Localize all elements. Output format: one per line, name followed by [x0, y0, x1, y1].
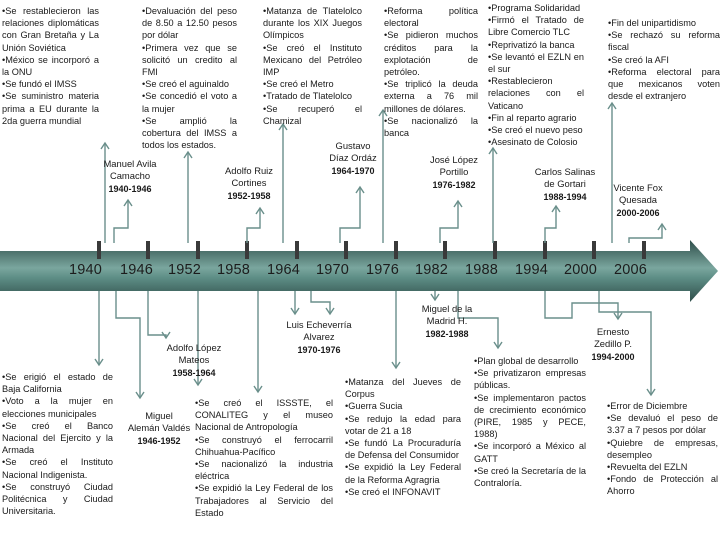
events-1994-2000: •Error de Diciembre •Se devaluó el peso de 3.37 a 7 pesos por dólar •Quiebre de empresas, desempleo •Revuelta del EZLN •Fondo de Protección al Ahorro [607, 401, 718, 497]
events-2000-2006: •Fin del unipartidismo •Se rechazó su reforma fiscal •Se creó la AFI •Reforma electoral para que mexicanos voten desde el extranjero [608, 18, 720, 102]
president-term: 1982-1988 [425, 329, 469, 339]
events-1940-1946: •Se restablecieron las relaciones diplomáticas con Gran Bretaña y La Unión Soviética •México se incorporó a la ONU •Se fundó el IMSS •Se suministro materia prima a EU durante la 2da guerra mundial [2, 6, 99, 126]
connector-line [545, 291, 618, 319]
connector-line [545, 206, 556, 243]
year-label-1988: 1988 [465, 262, 499, 278]
year-tick [146, 241, 150, 259]
president-name: Luis Echeverría Alvarez [286, 319, 352, 342]
year-label-1958: 1958 [217, 262, 251, 278]
president-term: 1994-2000 [591, 352, 635, 362]
events-1958-1964: •Se creó el ISSSTE, el CONALITEG y el museo Nacional de Antropología •Se construyó el ferrocarril Chihuahua-Pacífico •Se nacionalizó la industria eléctrica •Se expidió la Ley Federal de los Trabajadores al Servicio del Estado [195, 398, 333, 518]
president-diaz-ordaz [318, 140, 388, 178]
president-name: Vicente Fox Quesada [613, 182, 663, 205]
year-tick [642, 241, 646, 259]
year-tick [493, 241, 497, 259]
year-label-1982: 1982 [415, 262, 449, 278]
timeline-arrow-bar [0, 240, 718, 302]
year-label-2000: 2000 [564, 262, 598, 278]
events-1988-1994: •Programa Solidaridad •Firmó el Tratado de Libre Comercio TLC •Reprivatizó la banca •Se levantó el EZLN en el sur •Restablecieron relaciones con el Vaticano •Fin al reparto agrario •Se creó el nuevo peso •Asesinato de Colosio [488, 3, 584, 148]
connector-line [114, 200, 128, 243]
year-label-2006: 2006 [614, 262, 648, 278]
president-echeverria [276, 319, 362, 357]
president-name: Miguel Alemán Valdés [127, 410, 191, 433]
year-label-1952: 1952 [168, 262, 202, 278]
year-label-1946: 1946 [120, 262, 154, 278]
president-term: 1946-1952 [137, 436, 181, 446]
president-term: 1940-1946 [108, 184, 152, 194]
year-tick [394, 241, 398, 259]
president-name: Adolfo López Mateos [166, 342, 222, 365]
president-name: Carlos Salinas de Gortari [534, 166, 596, 189]
events-1964-1970: •Matanza de Tlatelolco durante los XIX Juegos Olímpicos •Se creó el Instituto Mexicano del Petróleo IMP •Se creó el Metro •Tratado de Tlatelolco •Se recuperó el Chamizal [263, 6, 362, 126]
president-zedillo [580, 326, 646, 364]
events-1946-1952-bottom: •Se erigió el estado de Baja California •Voto a la mujer en elecciones municipales •Se creó el Banco Nacional del Ejercito y la Armada •Se creó el Instituto Nacional Indigenista. •Se construyó Ciudad Politécnica y Ciudad Universitaria. [2, 372, 113, 517]
year-tick [592, 241, 596, 259]
year-tick [245, 241, 249, 259]
president-salinas [526, 166, 604, 204]
president-name: José López Portillo [430, 154, 478, 177]
events-1976-1982: •Reforma política electoral •Se pidieron muchos créditos para la explotación de petróleo. •Se triplicó la deuda externa a 76 mil millones de dólares. •Se nacionalizó la banca [384, 6, 478, 139]
connector-line [629, 224, 662, 243]
connector-line [340, 187, 360, 243]
year-tick [97, 241, 101, 259]
president-term: 1970-1976 [297, 345, 341, 355]
president-term: 1976-1982 [432, 180, 476, 190]
president-fox [603, 182, 673, 220]
president-term: 1958-1964 [172, 368, 216, 378]
year-label-1964: 1964 [267, 262, 301, 278]
connector-line [116, 291, 140, 398]
year-tick [443, 241, 447, 259]
president-term: 2000-2006 [616, 208, 660, 218]
year-tick [344, 241, 348, 259]
president-ruiz-cortines [214, 165, 284, 203]
president-aleman [120, 410, 198, 448]
president-lopez-mateos [158, 342, 230, 380]
year-label-1970: 1970 [316, 262, 350, 278]
year-tick [543, 241, 547, 259]
events-1982-1988: •Plan global de desarrollo •Se privatizaron empresas públicas. •Se implementaron pactos de crecimiento económico (PIRE, 1985 y PECE, 1988) •Se incorporó a México al GATT •Se creó la Secretaría de la Contraloría. [474, 356, 586, 489]
president-de-la-madrid [410, 303, 484, 341]
president-name: Manuel Avila Camacho [103, 158, 157, 181]
president-name: Miguel de la Madrid H. [421, 303, 473, 326]
events-1970-1976: •Matanza del Jueves de Corpus •Guerra Sucia •Se redujo la edad para votar de 21 a 18 •Se fundó La Procuraduría de Defensa del Consumidor •Se expidió la Ley Federal de la Reforma Agragria •Se creó el INFONAVIT [345, 377, 461, 497]
president-term: 1988-1994 [543, 192, 587, 202]
president-name: Ernesto Zedillo P. [594, 326, 632, 349]
year-tick [196, 241, 200, 259]
president-name: Gustavo Díaz Ordáz [329, 140, 377, 163]
president-avila-camacho [90, 158, 170, 196]
events-1946-1952: •Devaluación del peso de 8.50 a 12.50 pesos por dólar •Primera vez que se solicitó un credito al FMI •Se creó el aguinaldo •Se concedió el voto a la mujer •Se amplió la cobertura del IMSS a todos los estados. [142, 6, 237, 151]
president-lopez-portillo [418, 154, 490, 192]
year-label-1994: 1994 [515, 262, 549, 278]
connector-line [247, 208, 260, 243]
year-tick [295, 241, 299, 259]
year-label-1940: 1940 [69, 262, 103, 278]
president-name: Adolfo Ruiz Cortines [225, 165, 273, 188]
year-label-1976: 1976 [366, 262, 400, 278]
president-term: 1964-1970 [331, 166, 375, 176]
connector-line [440, 201, 458, 243]
president-term: 1952-1958 [227, 191, 271, 201]
connector-line [148, 291, 166, 338]
